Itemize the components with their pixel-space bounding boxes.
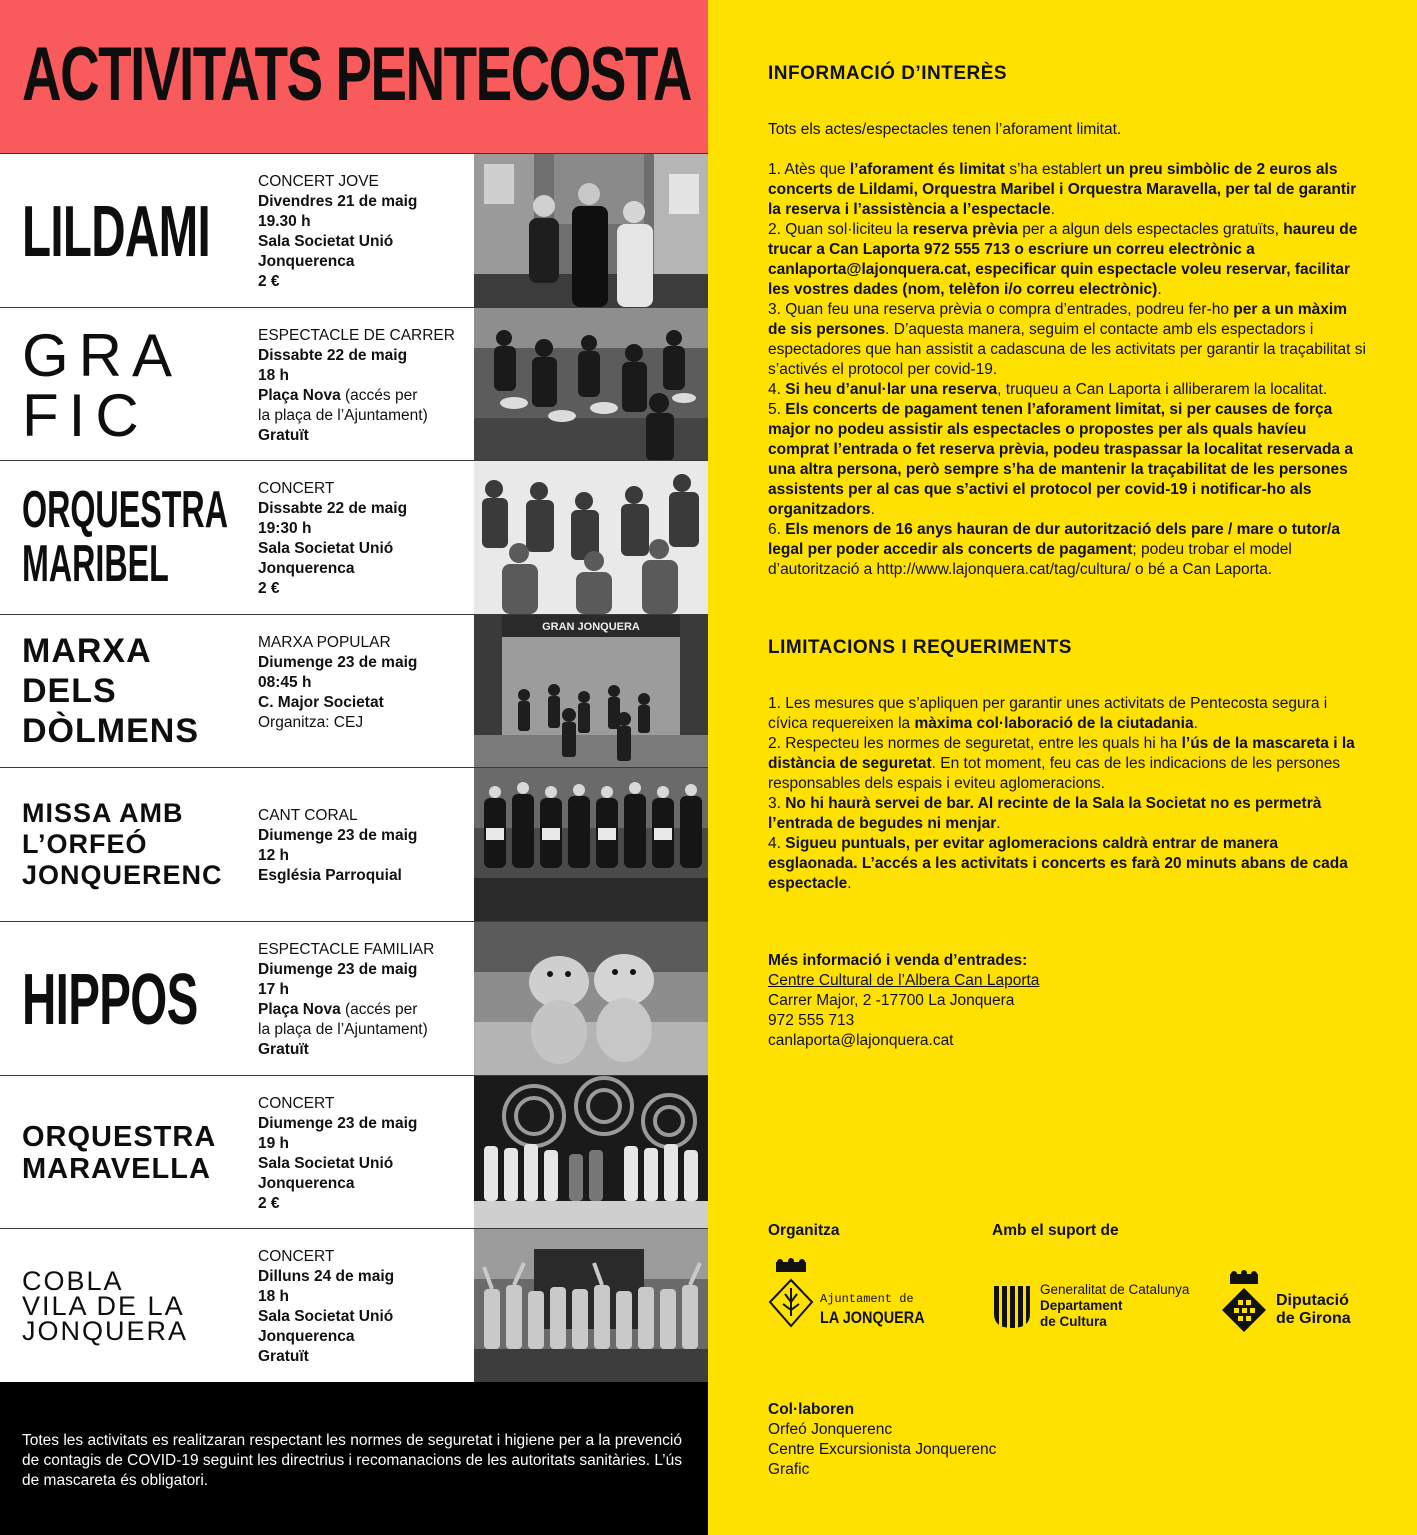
event-category: ESPECTACLE DE CARRER bbox=[258, 327, 455, 344]
event-title bbox=[22, 1121, 250, 1185]
text-bold: reserva prèvia bbox=[912, 221, 1018, 238]
event-place bbox=[258, 1000, 468, 1020]
event-date: Diumenge 23 de maig bbox=[258, 827, 418, 844]
contact-venue-link[interactable]: Centre Cultural de l’Albera Can Laporta bbox=[768, 972, 1040, 989]
text-bold: un preu simbòlic de 2 euros als concerts de Lildami, Orquestra Maribel i Orquestra Maravella, per tal de garantir la reserva i l’assistència a l’espectacle bbox=[768, 161, 1357, 218]
event-marxa-dels-dolmens bbox=[0, 614, 708, 768]
header-banner bbox=[0, 0, 708, 153]
event-title-line: COBLA bbox=[22, 1266, 124, 1296]
text: 4. bbox=[768, 381, 786, 398]
text: ; podeu trobar el model d’autorització a http://www.lajonquera.cat/tag/cultura/ o bé a Can Laporta. bbox=[768, 541, 1292, 578]
marxa-runners-photo bbox=[474, 615, 708, 768]
event-title-line: VILA DE LA bbox=[22, 1291, 185, 1321]
event-cobla bbox=[0, 1228, 708, 1382]
event-title bbox=[22, 481, 228, 593]
event-place-rest: (accés per bbox=[340, 387, 418, 404]
event-orquestra-maravella bbox=[0, 1075, 708, 1229]
text: 4. bbox=[768, 835, 786, 852]
event-place: Sala Societat Unió bbox=[258, 233, 394, 250]
info-section bbox=[768, 62, 1368, 580]
event-title-line: DÒLMENS bbox=[22, 712, 199, 750]
event-place: Sala Societat Unió bbox=[258, 540, 394, 557]
diputacio-line-2: de Girona bbox=[1276, 1310, 1351, 1327]
event-category: CANT CORAL bbox=[258, 807, 358, 824]
event-price: Gratuït bbox=[258, 1041, 309, 1058]
choir-photo bbox=[474, 768, 708, 921]
generalitat-line-2: Departament bbox=[1040, 1298, 1123, 1313]
event-time: 08:45 h bbox=[258, 674, 312, 691]
generalitat-logo bbox=[992, 1284, 1207, 1334]
contact-email: canlaporta@lajonquera.cat bbox=[768, 1032, 954, 1049]
event-place-line2: la plaça de l’Ajuntament) bbox=[258, 1021, 428, 1038]
event-place: Església Parroquial bbox=[258, 867, 402, 884]
generalitat-line-3: de Cultura bbox=[1040, 1314, 1107, 1329]
event-category: CONCERT bbox=[258, 480, 335, 497]
event-date: Diumenge 23 de maig bbox=[258, 961, 418, 978]
text: s’ha establert bbox=[1004, 161, 1106, 178]
text-bold: l’ús de la mascareta i la distància de seguretat bbox=[768, 735, 1355, 772]
event-place: C. Major Societat bbox=[258, 694, 384, 711]
contact-section bbox=[768, 951, 1368, 1051]
cobla-photo bbox=[474, 1229, 708, 1382]
text-bold: màxima col·laboració de la ciutadania bbox=[914, 715, 1194, 732]
event-orquestra-maribel bbox=[0, 460, 708, 614]
event-title bbox=[22, 798, 250, 891]
limits-heading: LIMITACIONS I REQUERIMENTS bbox=[768, 637, 1072, 658]
organizer-label: Organitza bbox=[768, 1222, 840, 1239]
limits-section bbox=[768, 636, 1368, 894]
text-bold: No hi haurà servei de bar. Al recinte de la Sala la Societat no es permetrà l’entrada de begudes ni menjar bbox=[768, 795, 1322, 832]
event-time: 17 h bbox=[258, 981, 290, 998]
event-details bbox=[258, 940, 468, 1060]
text: 3. Quan feu una reserva prèvia o compra d’entrades, podreu fer-ho bbox=[768, 301, 1234, 318]
event-time: 18 h bbox=[258, 1288, 290, 1305]
event-date: Diumenge 23 de maig bbox=[258, 654, 418, 671]
event-details bbox=[258, 806, 468, 886]
event-date: Dilluns 24 de maig bbox=[258, 1268, 395, 1285]
text: . bbox=[1193, 715, 1198, 732]
event-price: 2 € bbox=[258, 580, 280, 597]
contact-address: Carrer Major, 2 -17700 La Jonquera bbox=[768, 992, 1015, 1009]
event-place-rest: (accés per bbox=[340, 1001, 418, 1018]
event-place: Sala Societat Unió bbox=[258, 1308, 394, 1325]
text: . D’aquesta manera, seguim el contacte amb els espectadors i espectadores que han assistit a cadascuna de les activitats per garantir la traçabilitat si s’activés el protocol per covid-19. bbox=[768, 321, 1366, 378]
info-item-4 bbox=[768, 380, 1368, 400]
ajuntament-logo bbox=[768, 1258, 968, 1338]
event-title-line: MARIBEL bbox=[22, 535, 169, 593]
event-organizer: Organitza: CEJ bbox=[258, 714, 364, 731]
event-place-bold: Plaça Nova bbox=[258, 387, 341, 404]
contact-heading: Més informació i venda d’entrades: bbox=[768, 952, 1028, 969]
event-place-line2: la plaça de l’Ajuntament) bbox=[258, 407, 428, 424]
text: . bbox=[870, 501, 875, 518]
event-title bbox=[22, 631, 250, 751]
text-bold: l’aforament és limitat bbox=[849, 161, 1005, 178]
event-category: CONCERT bbox=[258, 1095, 335, 1112]
diputacio-line-1: Diputació bbox=[1276, 1292, 1349, 1309]
ajuntament-top-text: Ajuntament de bbox=[820, 1292, 914, 1306]
event-details bbox=[258, 1247, 468, 1367]
event-place-line2: Jonquerenca bbox=[258, 253, 355, 270]
event-title bbox=[22, 192, 211, 272]
event-title bbox=[22, 1266, 250, 1346]
text: . bbox=[1050, 201, 1055, 218]
orquestra-maribel-photo bbox=[474, 461, 708, 614]
event-date: Divendres 21 de maig bbox=[258, 193, 418, 210]
event-lildami bbox=[0, 153, 708, 307]
text: 5. bbox=[768, 401, 786, 418]
text: 1. Atès que bbox=[768, 161, 850, 178]
event-title-line: LILDAMI bbox=[22, 192, 211, 272]
text: per a algun dels espectacles gratuïts, bbox=[1017, 221, 1284, 238]
diputacio-shield-icon bbox=[1220, 1270, 1268, 1340]
event-category: CONCERT JOVE bbox=[258, 173, 379, 190]
ajuntament-bottom-text: LA JONQUERA bbox=[820, 1308, 925, 1327]
event-time: 19:30 h bbox=[258, 520, 312, 537]
hippos-mascots-photo bbox=[474, 922, 708, 1075]
info-item-2 bbox=[768, 220, 1368, 300]
ajuntament-shield-icon bbox=[768, 1258, 814, 1334]
event-missa-orfeo bbox=[0, 767, 708, 921]
event-details bbox=[258, 172, 468, 292]
event-details bbox=[258, 479, 468, 599]
event-title bbox=[22, 322, 250, 449]
text-bold: Sigueu puntuals, per evitar aglomeracions caldrà entrar de manera esglaonada. L’accés a les activitats i concerts es farà 20 minuts abans de cada espectacle bbox=[768, 835, 1348, 892]
event-title-line: FIC bbox=[22, 382, 149, 449]
event-time: 19 h bbox=[258, 1135, 290, 1152]
collaborator-item: Grafic bbox=[768, 1461, 810, 1478]
event-category: MARXA POPULAR bbox=[258, 634, 391, 651]
events-column bbox=[0, 0, 708, 1535]
orquestra-maravella-photo bbox=[474, 1076, 708, 1229]
covid-notice-text: Totes les activitats es realitzaran respectant les normes de seguretat i higiene per a la prevenció de contagis de COVID-19 seguint les directrius i recomanacions de les autoritats sanitàries. L’ús de mascareta és obligatori. bbox=[22, 1432, 682, 1489]
event-place-line2: Jonquerenca bbox=[258, 1328, 355, 1345]
event-title-line: JONQUERENC bbox=[22, 860, 223, 890]
text-bold: Els concerts de pagament tenen l’aforament limitat, si per causes de força major no podeu assistir als espectacles o propostes per als quals havíeu comprat l’entrada o fet reserva prèvia, podeu traspassar la localitat reservada a una altra persona, però sempre s’ha de mantenir la traçabilitat de les persones assistents per al cas que s’activi el protocol per covid-19 i notificar-ho als organitzadors bbox=[768, 401, 1353, 518]
event-price: Gratuït bbox=[258, 427, 309, 444]
event-details bbox=[258, 1094, 468, 1214]
event-title bbox=[22, 960, 198, 1040]
text-bold: per a un màxim de sis persones bbox=[768, 301, 1347, 338]
event-title-line: MISSA AMB bbox=[22, 798, 184, 828]
collaborators-section bbox=[768, 1400, 1368, 1480]
event-details bbox=[258, 326, 468, 446]
event-place-bold: Plaça Nova bbox=[258, 1001, 341, 1018]
text-bold: haureu de trucar a Can Laporta 972 555 713 o escriure un correu electrònic a canlaporta@lajonquera.cat, especificar quin espectacle voleu reservar, facilitar les vostres dades (nom, telèfon i/o correu electrònic) bbox=[768, 221, 1358, 298]
page-title: ACTIVITATS PENTECOSTA bbox=[22, 32, 691, 117]
event-time: 12 h bbox=[258, 847, 290, 864]
arch-banner-text: GRAN JONQUERA bbox=[542, 621, 640, 633]
event-place-line2: Jonquerenca bbox=[258, 560, 355, 577]
event-price: 2 € bbox=[258, 1195, 280, 1212]
diputacio-logo bbox=[1220, 1270, 1370, 1340]
covid-notice-footer bbox=[0, 1382, 708, 1535]
event-place bbox=[258, 386, 468, 406]
event-date: Dissabte 22 de maig bbox=[258, 347, 408, 364]
text: . bbox=[996, 815, 1001, 832]
info-heading: INFORMACIÓ D’INTERÈS bbox=[768, 63, 1008, 84]
text: . En tot moment, feu cas de les indicacions de les persones responsables dels espais i eviteu aglomeracions. bbox=[768, 755, 1341, 792]
event-place-line2: Jonquerenca bbox=[258, 1175, 355, 1192]
text: . bbox=[847, 875, 852, 892]
generalitat-senyera-icon bbox=[992, 1284, 1032, 1330]
info-column bbox=[708, 0, 1417, 1535]
contact-phone: 972 555 713 bbox=[768, 1012, 855, 1029]
event-place: Sala Societat Unió bbox=[258, 1155, 394, 1172]
event-price: Gratuït bbox=[258, 1348, 309, 1365]
info-item-5 bbox=[768, 400, 1368, 520]
event-title-line: DELS bbox=[22, 672, 117, 710]
support-label: Amb el suport de bbox=[992, 1222, 1119, 1239]
event-title-line: MARAVELLA bbox=[22, 1153, 211, 1185]
grafic-drummers-photo bbox=[474, 308, 708, 461]
event-title-line: JONQUERA bbox=[22, 1316, 189, 1346]
event-time: 19.30 h bbox=[258, 213, 311, 230]
text: 2. Quan sol·liciteu la bbox=[768, 221, 913, 238]
event-title-line: HIPPOS bbox=[22, 960, 198, 1040]
text: 1. Les mesures que s’apliquen per garantir unes activitats de Pentecosta segura i cívica requereixen la bbox=[768, 695, 1328, 732]
event-title-line: GRA bbox=[22, 322, 183, 389]
event-date: Diumenge 23 de maig bbox=[258, 1115, 418, 1132]
limits-item-1 bbox=[768, 694, 1368, 734]
collaborator-item: Orfeó Jonquerenc bbox=[768, 1421, 893, 1438]
event-title-line: L’ORFEÓ bbox=[22, 829, 148, 859]
info-intro: Tots els actes/espectacles tenen l’aforament limitat. bbox=[768, 121, 1122, 138]
limits-item-4 bbox=[768, 834, 1368, 894]
text: . bbox=[1157, 281, 1162, 298]
event-title-line: ORQUESTRA bbox=[22, 1121, 217, 1153]
text: 6. bbox=[768, 521, 786, 538]
event-category: CONCERT bbox=[258, 1248, 335, 1265]
limits-item-3 bbox=[768, 794, 1368, 834]
text: 2. Respecteu les normes de seguretat, entre les quals hi ha bbox=[768, 735, 1182, 752]
lildami-band-photo bbox=[474, 154, 708, 307]
event-grafic bbox=[0, 307, 708, 461]
info-item-3 bbox=[768, 300, 1368, 380]
event-date: Dissabte 22 de maig bbox=[258, 500, 408, 517]
event-title-line: ORQUESTRA bbox=[22, 481, 228, 539]
event-hippos bbox=[0, 921, 708, 1075]
collaborator-item: Centre Excursionista Jonquerenc bbox=[768, 1441, 997, 1458]
info-item-6 bbox=[768, 520, 1368, 580]
event-category: ESPECTACLE FAMILIAR bbox=[258, 941, 435, 958]
text: 3. bbox=[768, 795, 786, 812]
event-price: 2 € bbox=[258, 273, 280, 290]
generalitat-line-1: Generalitat de Catalunya bbox=[1040, 1282, 1190, 1297]
info-item-1 bbox=[768, 160, 1368, 220]
event-details bbox=[258, 633, 468, 733]
text-bold: Si heu d’anul·lar una reserva bbox=[785, 381, 998, 398]
limits-item-2 bbox=[768, 734, 1368, 794]
text-bold: Els menors de 16 anys hauran de dur autorització dels pare / mare o tutor/a legal per poder accedir als concerts de pagament bbox=[768, 521, 1340, 558]
collaborators-heading: Col·laboren bbox=[768, 1401, 855, 1418]
event-title-line: MARXA bbox=[22, 632, 152, 670]
text: , truqueu a Can Laporta i alliberarem la localitat. bbox=[997, 381, 1328, 398]
event-time: 18 h bbox=[258, 367, 290, 384]
